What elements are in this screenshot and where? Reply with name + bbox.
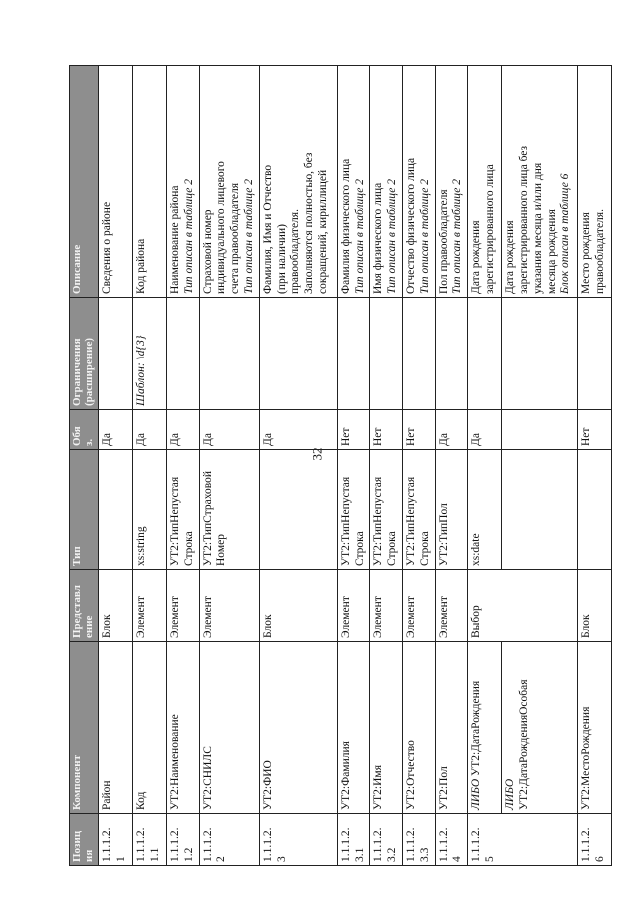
component-cell [337,642,370,814]
description-cell-text: Сведения о районе [101,201,113,294]
header-required: Обя з. [70,410,99,450]
description-cell-text: Отчество физического лица [404,157,417,294]
header-representation: Представл ение [70,570,99,642]
table-row [199,66,259,866]
type-cell [199,450,259,570]
type-cell-text: УТ2:ТипНепустая Строка [372,476,399,566]
description-cell-text: Пол правообладателя [437,189,450,294]
component-cell [578,642,612,814]
component-cell [502,642,578,814]
description-cell [468,66,502,298]
representation-cell [370,570,403,642]
representation-cell-text: Блок [101,614,113,638]
required-cell [337,410,370,450]
constraint-cell [370,298,403,410]
type-cell-text: xs:date [470,533,483,566]
description-cell-text: Место рождения правообладателя. [580,209,606,294]
type-cell [468,450,502,570]
type-cell-text: УТ2:ТипНепустая Строка [339,476,366,566]
table-row [99,66,133,866]
position-cell-text: 1.1.1.2. 3.1 [339,827,366,862]
table-row [502,66,578,866]
component-cell [167,642,200,814]
required-cell [133,410,167,450]
representation-cell-text: Элемент [404,596,417,638]
position-cell-text: 1.1.1.2. 1.2 [169,827,195,862]
required-cell [99,410,133,450]
representation-cell-text: Элемент [169,596,181,638]
required-cell-text: Да [261,433,274,446]
description-cell-type-note: Тип описан в таблице 2 [451,179,464,294]
position-cell [167,814,200,866]
description-cell-text: Код района [135,238,147,294]
constraint-cell [468,298,502,410]
component-cell-text: УТ2:ФИО [261,760,274,810]
position-cell-text: 1.1.1.2. 4 [437,827,464,862]
description-cell [337,66,370,298]
component-cell-text: УТ2:Фамилия [339,741,352,810]
description-cell [502,66,578,298]
header-row [70,66,99,866]
representation-cell [133,570,167,642]
header-constraints: Ограничения (расширение) [70,298,99,410]
header-component: Компонент [70,642,99,814]
component-cell-text: УТ2:МестоРождения [580,706,593,810]
required-cell-text: Да [135,433,147,446]
description-cell-text: Дата рождения зарегистрированного лица без указания месяца и/или дня месяца рождения [504,145,558,294]
description-cell [435,66,468,298]
table-row [468,66,502,866]
position-cell-text: 1.1.1.2. 1 [101,827,127,862]
position-cell-text: 1.1.1.2. 2 [201,827,228,862]
page-number: 32 [309,447,325,461]
representation-cell-text: Элемент [339,596,352,638]
component-cell-text: Код [135,791,147,810]
required-cell-text: Да [201,433,214,446]
type-cell [402,450,435,570]
required-cell-text: Нет [404,427,417,446]
table-row [402,66,435,866]
header-position: Позиц ия [70,814,99,866]
position-cell [133,814,167,866]
required-cell-text: Да [101,433,113,446]
description-cell-type-note: Тип описан в таблице 2 [353,179,366,294]
component-cell [402,642,435,814]
required-cell-text: Нет [372,427,385,446]
description-cell-text: Фамилия, Имя и Отчество (при наличии) правообладателя. Заполняются полностью, без сокращений, кириллицей [261,152,329,294]
description-cell [199,66,259,298]
component-cell-text: УТ2:Пол [437,766,450,810]
description-cell-text: Имя физического лица [372,182,385,294]
description-cell-type-note: Тип описан в таблице 2 [242,179,255,294]
required-cell [402,410,435,450]
position-cell [402,814,435,866]
representation-cell-text: Блок [261,614,274,638]
position-cell-text: 1.1.1.2. 3.2 [372,827,399,862]
description-cell [133,66,167,298]
position-cell [99,814,133,866]
representation-cell-text: Элемент [437,596,450,638]
position-cell-text: 1.1.1.2. 1.1 [135,827,161,862]
description-cell-type-note: Тип описан в таблице 2 [418,179,431,294]
constraint-cell [167,298,200,410]
required-cell [259,410,337,450]
representation-cell-text: Элемент [372,596,385,638]
required-cell-text: Да [470,433,483,446]
constraint-cell [199,298,259,410]
description-cell-type-note: Блок описан в таблице 6 [559,173,572,294]
position-cell [337,814,370,866]
representation-cell [199,570,259,642]
required-cell [468,410,502,450]
type-cell [99,450,133,570]
table-row [578,66,612,866]
representation-cell-text: Блок [580,614,593,638]
required-cell-text: Да [169,433,181,446]
type-cell [370,450,403,570]
required-cell-text: Нет [339,427,352,446]
constraint-cell [259,298,337,410]
table-row [370,66,403,866]
type-cell-text: УТ2:ТипНепустая Строка [404,476,431,566]
type-cell [259,447,337,570]
required-cell [435,410,468,450]
description-cell-text: Фамилия физического лица [339,158,352,294]
constraint-cell [402,298,435,410]
description-cell-text: Страховой номер индивидуального лицевого счета правообладателя [201,161,242,294]
type-cell-text: УТ2:ТипСтраховой Номер [201,470,228,566]
component-cell [468,642,502,814]
description-cell [370,66,403,298]
type-cell [435,450,468,570]
component-text: УТ2:ДатаРожденияОсобая [517,679,530,810]
component-cell-text: УТ2:Отчество [404,740,417,810]
position-cell-text: 1.1.1.2. 6 [580,827,606,862]
table-row [167,66,200,866]
either-label: ЛИБО [470,778,483,810]
representation-cell [402,570,435,642]
position-cell [578,814,612,866]
position-cell [199,814,259,866]
representation-cell-text: Элемент [135,596,147,638]
type-cell [133,450,167,570]
representation-cell [578,570,612,642]
description-cell [99,66,133,298]
component-cell [133,642,167,814]
position-cell [259,814,337,866]
component-cell [370,642,403,814]
position-cell-text: 1.1.1.2. 3.3 [404,827,431,862]
constraint-cell [337,298,370,410]
position-cell [370,814,403,866]
description-cell-type-note: Тип описан в таблице 2 [386,179,399,294]
representation-cell [167,570,200,642]
required-cell [199,410,259,450]
required-cell-text: Нет [580,427,593,446]
table-row [337,66,370,866]
component-cell-text: УТ2:Имя [372,765,385,810]
component-text: УТ2:ДатаРождения [470,680,483,779]
component-cell [259,642,337,814]
required-cell [578,410,612,450]
representation-cell [259,570,337,642]
constraint-cell [99,298,133,410]
position-cell [468,814,578,866]
component-cell [199,642,259,814]
representation-cell [99,570,133,642]
type-cell [337,450,370,570]
description-cell-text: Дата рождения зарегистрированного лица [470,164,496,294]
type-cell [167,450,200,570]
component-cell-text: Район [101,780,113,810]
representation-cell-text: Выбор [470,605,483,638]
description-cell [578,66,612,298]
type-cell-text: УТ2:ТипПол [437,503,450,566]
representation-cell [337,570,370,642]
required-cell [167,410,200,450]
description-cell-text: Наименование района [169,185,181,294]
component-cell-text: УТ2:Наименование [169,714,181,810]
constraint-cell [133,298,167,410]
either-label: ЛИБО [504,778,517,810]
header-type: Тип [70,450,99,570]
type-cell [502,450,578,570]
position-cell [435,814,468,866]
table-row [435,66,468,866]
spec-table-container [69,66,605,866]
position-cell-text: 1.1.1.2. 5 [470,827,496,862]
required-cell [502,410,578,450]
component-cell [435,642,468,814]
table-row [133,66,167,866]
constraint-cell [502,298,578,410]
representation-cell [468,570,578,642]
representation-cell [435,570,468,642]
type-cell [578,450,612,570]
component-cell [99,642,133,814]
constraint-cell [435,298,468,410]
table-row [259,66,337,866]
constraint-cell [578,298,612,410]
required-cell-text: Да [437,433,450,446]
component-cell-text: УТ2:СНИЛС [201,746,214,810]
spec-table [69,65,612,866]
type-cell-text: УТ2:ТипНепустая Строка [169,476,195,566]
constraint-cell-text: Шаблон: \d{3} [135,335,147,406]
representation-cell-text: Элемент [201,596,214,638]
description-cell [167,66,200,298]
position-cell-text: 1.1.1.2. 3 [261,827,288,862]
description-cell [259,66,337,298]
description-cell [402,66,435,298]
description-cell-type-note: Тип описан в таблице 2 [182,179,195,294]
header-description: Описание [70,66,99,298]
required-cell [370,410,403,450]
type-cell-text: xs:string [135,526,147,566]
